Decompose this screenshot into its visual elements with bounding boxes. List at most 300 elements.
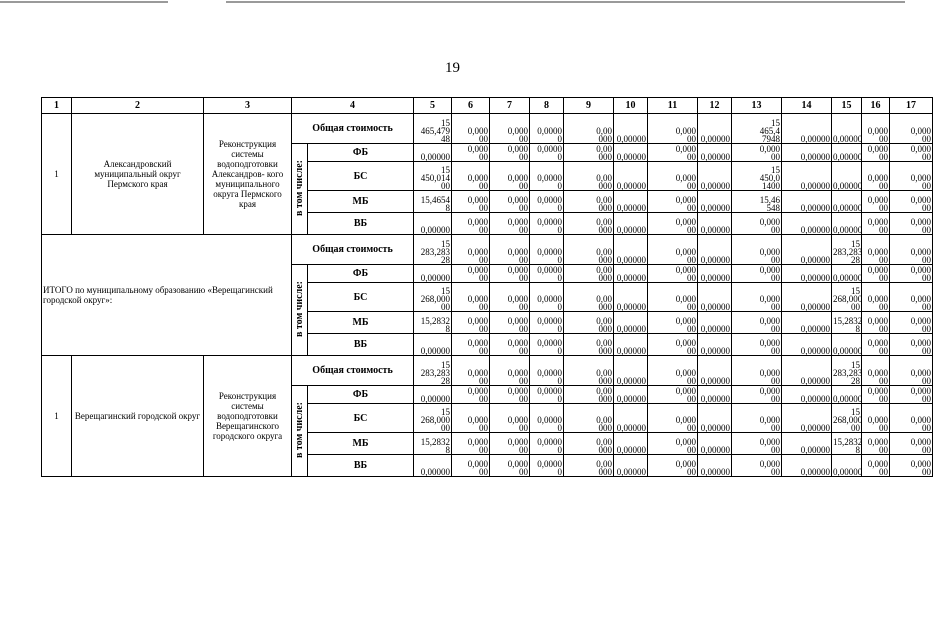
value-cell: [530, 433, 564, 455]
header-cell: 17: [890, 98, 933, 114]
value-cell: [530, 283, 564, 312]
value-text: 0,00000: [833, 134, 863, 144]
value-text: 0,0000 0: [537, 173, 563, 191]
value-text: 0,00000: [616, 302, 647, 312]
value-text: 0,000 00: [867, 265, 889, 283]
value-cell: [414, 162, 452, 191]
value-text: 0,00 000: [596, 338, 613, 356]
value-cell: [564, 235, 614, 265]
value-text: 0,000 00: [910, 459, 932, 477]
value-text: 0,000 00: [507, 316, 529, 334]
value-text: 0,000 00: [507, 144, 529, 162]
value-text: 0,000 00: [467, 173, 489, 191]
value-text: 0,000 00: [467, 294, 489, 312]
header-cell: 5: [414, 98, 452, 114]
value-cell: [832, 455, 862, 477]
value-text: 0,000 00: [507, 459, 529, 477]
value-text: 0,00000: [700, 273, 731, 283]
value-cell: [414, 455, 452, 477]
value-cell: [698, 386, 732, 404]
value-text: 0,000 00: [467, 368, 489, 386]
value-cell: [782, 144, 832, 162]
value-cell: [564, 144, 614, 162]
value-cell: [614, 162, 648, 191]
value-text: 0,000 00: [910, 126, 932, 144]
value-text: 0,00 000: [596, 247, 613, 265]
value-text: 0,00000: [800, 376, 831, 386]
header-cell: 8: [530, 98, 564, 114]
value-text: 0,0000 0: [537, 437, 563, 455]
value-cell: [648, 144, 698, 162]
value-text: 0,000 00: [467, 415, 489, 433]
value-text: 0,000 00: [910, 144, 932, 162]
value-cell: [698, 114, 732, 144]
value-text: 0,00000: [420, 225, 451, 235]
value-cell: [414, 283, 452, 312]
value-cell: [564, 356, 614, 386]
value-cell: [564, 386, 614, 404]
funding-source-label: ФБ: [308, 144, 414, 162]
funding-source-label: МБ: [308, 191, 414, 213]
value-text: 0,00000: [700, 467, 731, 477]
value-cell: [732, 265, 782, 283]
value-text: 0,0000 0: [537, 294, 563, 312]
value-cell: [530, 386, 564, 404]
object-name: Реконструкция системы водоподготовки Александров- кого муниципального округа Пермского края: [204, 114, 292, 235]
value-text: 0,000 00: [867, 338, 889, 356]
value-text: 0,000 00: [910, 415, 932, 433]
value-text: 0,0000 0: [537, 368, 563, 386]
value-text: 0,00000: [700, 324, 731, 334]
value-cell: [648, 283, 698, 312]
including-text: в том числе:: [293, 160, 305, 217]
value-text: 0,00000: [700, 302, 731, 312]
value-cell: [614, 213, 648, 235]
value-text: 0,00000: [616, 134, 647, 144]
value-cell: [564, 334, 614, 356]
top-rule-right: [226, 1, 905, 3]
value-cell: [648, 404, 698, 433]
funding-source-label: ВБ: [308, 334, 414, 356]
value-cell: [530, 191, 564, 213]
value-cell: [490, 356, 530, 386]
value-cell: [414, 144, 452, 162]
value-cell: [564, 283, 614, 312]
value-text: 15 283,283 28: [420, 360, 451, 386]
value-text: 0,000 00: [467, 126, 489, 144]
value-text: 0,000 00: [467, 316, 489, 334]
value-cell: [490, 213, 530, 235]
value-text: 0,000 00: [675, 247, 697, 265]
value-cell: [862, 334, 890, 356]
value-cell: [648, 191, 698, 213]
value-cell: [832, 433, 862, 455]
value-cell: [648, 356, 698, 386]
value-cell: [862, 191, 890, 213]
value-text: 0,000 00: [507, 437, 529, 455]
funding-source-label: ВБ: [308, 213, 414, 235]
value-cell: [782, 162, 832, 191]
value-text: 0,000 00: [867, 459, 889, 477]
total-label: ИТОГО по муниципальному образованию «Верещагинский городской округ»:: [42, 235, 292, 356]
value-cell: [490, 386, 530, 404]
value-cell: [648, 334, 698, 356]
value-cell: [414, 114, 452, 144]
value-text: 0,000 00: [867, 386, 889, 404]
value-text: 0,000 00: [507, 386, 529, 404]
value-text: 0,00000: [800, 225, 831, 235]
header-cell: 3: [204, 98, 292, 114]
value-cell: [452, 312, 490, 334]
value-cell: [490, 235, 530, 265]
header-cell: 2: [72, 98, 204, 114]
value-text: 0,00000: [833, 181, 863, 191]
value-text: 0,00000: [833, 152, 863, 162]
value-cell: [452, 162, 490, 191]
including-label: [292, 265, 308, 356]
value-text: 15,46 548: [759, 195, 781, 213]
value-text: 0,00000: [833, 273, 863, 283]
value-cell: [614, 235, 648, 265]
value-cell: [862, 265, 890, 283]
value-text: 0,00 000: [596, 316, 613, 334]
value-cell: [614, 283, 648, 312]
value-cell: [890, 283, 933, 312]
header-cell: 6: [452, 98, 490, 114]
value-cell: [490, 191, 530, 213]
value-cell: [414, 312, 452, 334]
value-text: 0,00000: [616, 152, 647, 162]
value-text: 0,000 00: [910, 338, 932, 356]
value-cell: [890, 114, 933, 144]
including-text: в том числе:: [293, 281, 305, 338]
value-text: 0,000 00: [759, 459, 781, 477]
value-cell: [832, 312, 862, 334]
value-cell: [862, 404, 890, 433]
budget-table: [41, 97, 933, 477]
value-text: 0,000 00: [910, 265, 932, 283]
value-cell: [832, 283, 862, 312]
value-cell: [698, 144, 732, 162]
value-text: 15,4654 8: [420, 195, 451, 213]
value-text: 0,000 00: [867, 437, 889, 455]
value-cell: [782, 283, 832, 312]
value-text: 0,00000: [700, 134, 731, 144]
value-text: 0,00 000: [596, 144, 613, 162]
value-text: 15 268,000 00: [833, 286, 863, 312]
value-cell: [862, 356, 890, 386]
value-text: 0,00000: [616, 255, 647, 265]
value-text: 0,000 00: [675, 126, 697, 144]
value-cell: [414, 404, 452, 433]
value-cell: [530, 235, 564, 265]
value-text: 0,000 00: [759, 415, 781, 433]
value-text: 0,00000: [616, 394, 647, 404]
value-cell: [832, 191, 862, 213]
value-text: 15,2832 8: [420, 437, 451, 455]
value-cell: [698, 213, 732, 235]
value-cell: [614, 144, 648, 162]
value-text: 0,000 00: [910, 437, 932, 455]
value-cell: [890, 235, 933, 265]
value-text: 0,000 00: [507, 265, 529, 283]
value-cell: [648, 265, 698, 283]
value-text: 15 283,283 28: [833, 360, 863, 386]
including-label: [292, 144, 308, 235]
value-text: 0,000 00: [675, 265, 697, 283]
value-text: 0,00000: [616, 423, 647, 433]
value-cell: [490, 283, 530, 312]
value-cell: [832, 404, 862, 433]
value-cell: [564, 265, 614, 283]
value-text: 0,00000: [700, 376, 731, 386]
value-text: 0,00000: [616, 376, 647, 386]
value-text: 0,00000: [833, 394, 863, 404]
value-text: 0,000 00: [507, 173, 529, 191]
value-cell: [890, 356, 933, 386]
value-text: 0,00 000: [596, 459, 613, 477]
page-number: 19: [445, 60, 460, 76]
value-text: 0,00000: [800, 324, 831, 334]
value-cell: [452, 213, 490, 235]
value-cell: [890, 312, 933, 334]
value-text: 15 450,0 1400: [759, 165, 781, 191]
value-text: 0,00000: [700, 225, 731, 235]
value-cell: [890, 386, 933, 404]
funding-source-label: ФБ: [308, 265, 414, 283]
value-text: 0,000 00: [910, 294, 932, 312]
value-text: 0,000 00: [867, 217, 889, 235]
header-cell: 9: [564, 98, 614, 114]
value-text: 0,000 00: [867, 144, 889, 162]
value-text: 0,000 00: [467, 386, 489, 404]
value-cell: [832, 114, 862, 144]
value-cell: [648, 235, 698, 265]
value-text: 0,000 00: [867, 316, 889, 334]
value-text: 0,000 00: [467, 265, 489, 283]
value-text: 0,000 00: [507, 217, 529, 235]
value-text: 0,000 00: [467, 338, 489, 356]
funding-source-label: МБ: [308, 312, 414, 334]
value-text: 0,000 00: [910, 386, 932, 404]
value-text: 0,000 00: [910, 247, 932, 265]
row-number: 1: [42, 356, 72, 477]
value-text: 0,000 00: [759, 144, 781, 162]
value-text: 15 450,014 00: [420, 165, 451, 191]
value-text: 0,00 000: [596, 415, 613, 433]
value-cell: [890, 433, 933, 455]
value-cell: [782, 191, 832, 213]
value-text: 0,000 00: [759, 316, 781, 334]
value-cell: [564, 162, 614, 191]
value-cell: [732, 433, 782, 455]
cost-type-label: Общая стоимость: [292, 114, 414, 144]
value-text: 0,0000 0: [537, 316, 563, 334]
value-text: 15 465,479 48: [420, 118, 451, 144]
value-cell: [452, 144, 490, 162]
value-cell: [862, 386, 890, 404]
value-cell: [782, 433, 832, 455]
value-text: 0,00000: [700, 152, 731, 162]
header-cell: 15: [832, 98, 862, 114]
value-text: 0,00000: [616, 225, 647, 235]
value-cell: [648, 114, 698, 144]
value-cell: [452, 114, 490, 144]
value-text: 0,000 00: [910, 217, 932, 235]
value-cell: [782, 404, 832, 433]
value-text: 0,000 00: [759, 265, 781, 283]
value-text: 15 283,283 28: [420, 239, 451, 265]
value-cell: [698, 191, 732, 213]
value-cell: [452, 433, 490, 455]
including-label: [292, 386, 308, 477]
value-text: 0,00000: [420, 346, 451, 356]
value-cell: [414, 235, 452, 265]
value-text: 0,00000: [800, 134, 831, 144]
data-row: [42, 114, 933, 144]
value-cell: [732, 312, 782, 334]
value-cell: [782, 235, 832, 265]
value-cell: [614, 433, 648, 455]
value-cell: [862, 283, 890, 312]
value-cell: [732, 114, 782, 144]
value-cell: [782, 455, 832, 477]
value-text: 0,000 00: [467, 459, 489, 477]
value-text: 0,0000 0: [537, 217, 563, 235]
header-cell: 7: [490, 98, 530, 114]
value-text: 0,00000: [833, 346, 863, 356]
value-text: 0,000 00: [507, 294, 529, 312]
value-text: 0,000 00: [759, 217, 781, 235]
value-cell: [732, 213, 782, 235]
value-text: 0,0000 0: [537, 247, 563, 265]
value-text: 0,00 000: [596, 368, 613, 386]
value-cell: [564, 114, 614, 144]
value-text: 0,00000: [800, 346, 831, 356]
value-cell: [698, 265, 732, 283]
value-text: 0,00000: [800, 445, 831, 455]
value-cell: [564, 191, 614, 213]
value-text: 0,00000: [616, 181, 647, 191]
value-cell: [530, 162, 564, 191]
value-text: 0,00000: [833, 467, 863, 477]
value-cell: [564, 455, 614, 477]
value-text: 0,0000 0: [537, 338, 563, 356]
value-text: 0,000 00: [507, 126, 529, 144]
value-cell: [414, 191, 452, 213]
value-text: 0,000 00: [867, 368, 889, 386]
value-cell: [862, 213, 890, 235]
value-text: 0,000 00: [910, 195, 932, 213]
value-cell: [732, 283, 782, 312]
header-cell: 4: [292, 98, 414, 114]
value-text: 0,00000: [800, 181, 831, 191]
value-text: 0,00 000: [596, 195, 613, 213]
value-text: 0,000 00: [675, 173, 697, 191]
value-cell: [614, 312, 648, 334]
value-cell: [890, 213, 933, 235]
value-cell: [648, 162, 698, 191]
value-text: 0,000 00: [675, 415, 697, 433]
value-text: 0,00 000: [596, 265, 613, 283]
value-text: 0,00000: [616, 273, 647, 283]
header-cell: 13: [732, 98, 782, 114]
value-cell: [732, 404, 782, 433]
value-cell: [414, 213, 452, 235]
value-text: 0,000 00: [675, 217, 697, 235]
top-rule-left: [0, 1, 168, 3]
value-text: 0,0000 0: [537, 144, 563, 162]
value-cell: [614, 455, 648, 477]
value-cell: [452, 356, 490, 386]
value-text: 0,000 00: [867, 173, 889, 191]
value-text: 0,000 00: [675, 368, 697, 386]
row-number: 1: [42, 114, 72, 235]
value-cell: [862, 455, 890, 477]
value-cell: [732, 191, 782, 213]
value-cell: [862, 114, 890, 144]
value-text: 0,0000 0: [537, 415, 563, 433]
value-text: 0,00 000: [596, 294, 613, 312]
value-text: 15,2832 8: [420, 316, 451, 334]
value-text: 0,000 00: [867, 195, 889, 213]
value-text: 0,000 00: [675, 316, 697, 334]
value-cell: [452, 455, 490, 477]
value-cell: [530, 213, 564, 235]
value-cell: [490, 114, 530, 144]
value-cell: [530, 144, 564, 162]
header-cell: 11: [648, 98, 698, 114]
value-cell: [890, 404, 933, 433]
value-cell: [732, 162, 782, 191]
value-text: 15 283,283 28: [833, 239, 863, 265]
value-text: 15 268,000 00: [420, 286, 451, 312]
value-cell: [490, 334, 530, 356]
value-cell: [490, 312, 530, 334]
value-cell: [490, 455, 530, 477]
value-cell: [782, 386, 832, 404]
value-text: 0,00000: [700, 423, 731, 433]
value-text: 15 268,000 00: [420, 407, 451, 433]
value-text: 0,00 000: [596, 126, 613, 144]
value-text: 0,000 00: [910, 173, 932, 191]
value-cell: [452, 386, 490, 404]
value-cell: [614, 265, 648, 283]
value-text: 0,000 00: [507, 195, 529, 213]
value-cell: [782, 334, 832, 356]
value-text: 0,00000: [700, 181, 731, 191]
value-cell: [832, 265, 862, 283]
value-cell: [862, 162, 890, 191]
value-text: 0,000 00: [759, 437, 781, 455]
value-cell: [890, 144, 933, 162]
header-row: [42, 98, 933, 114]
value-cell: [530, 312, 564, 334]
value-cell: [782, 356, 832, 386]
value-text: 0,000 00: [507, 368, 529, 386]
value-text: 0,00000: [800, 394, 831, 404]
value-cell: [530, 334, 564, 356]
value-cell: [530, 265, 564, 283]
value-cell: [648, 433, 698, 455]
value-text: 0,000 00: [467, 195, 489, 213]
value-cell: [452, 334, 490, 356]
value-text: 0,0000 0: [537, 126, 563, 144]
cost-type-label: Общая стоимость: [292, 356, 414, 386]
value-text: 0,000 00: [759, 338, 781, 356]
data-row: [42, 356, 933, 386]
value-text: 0,00 000: [596, 173, 613, 191]
